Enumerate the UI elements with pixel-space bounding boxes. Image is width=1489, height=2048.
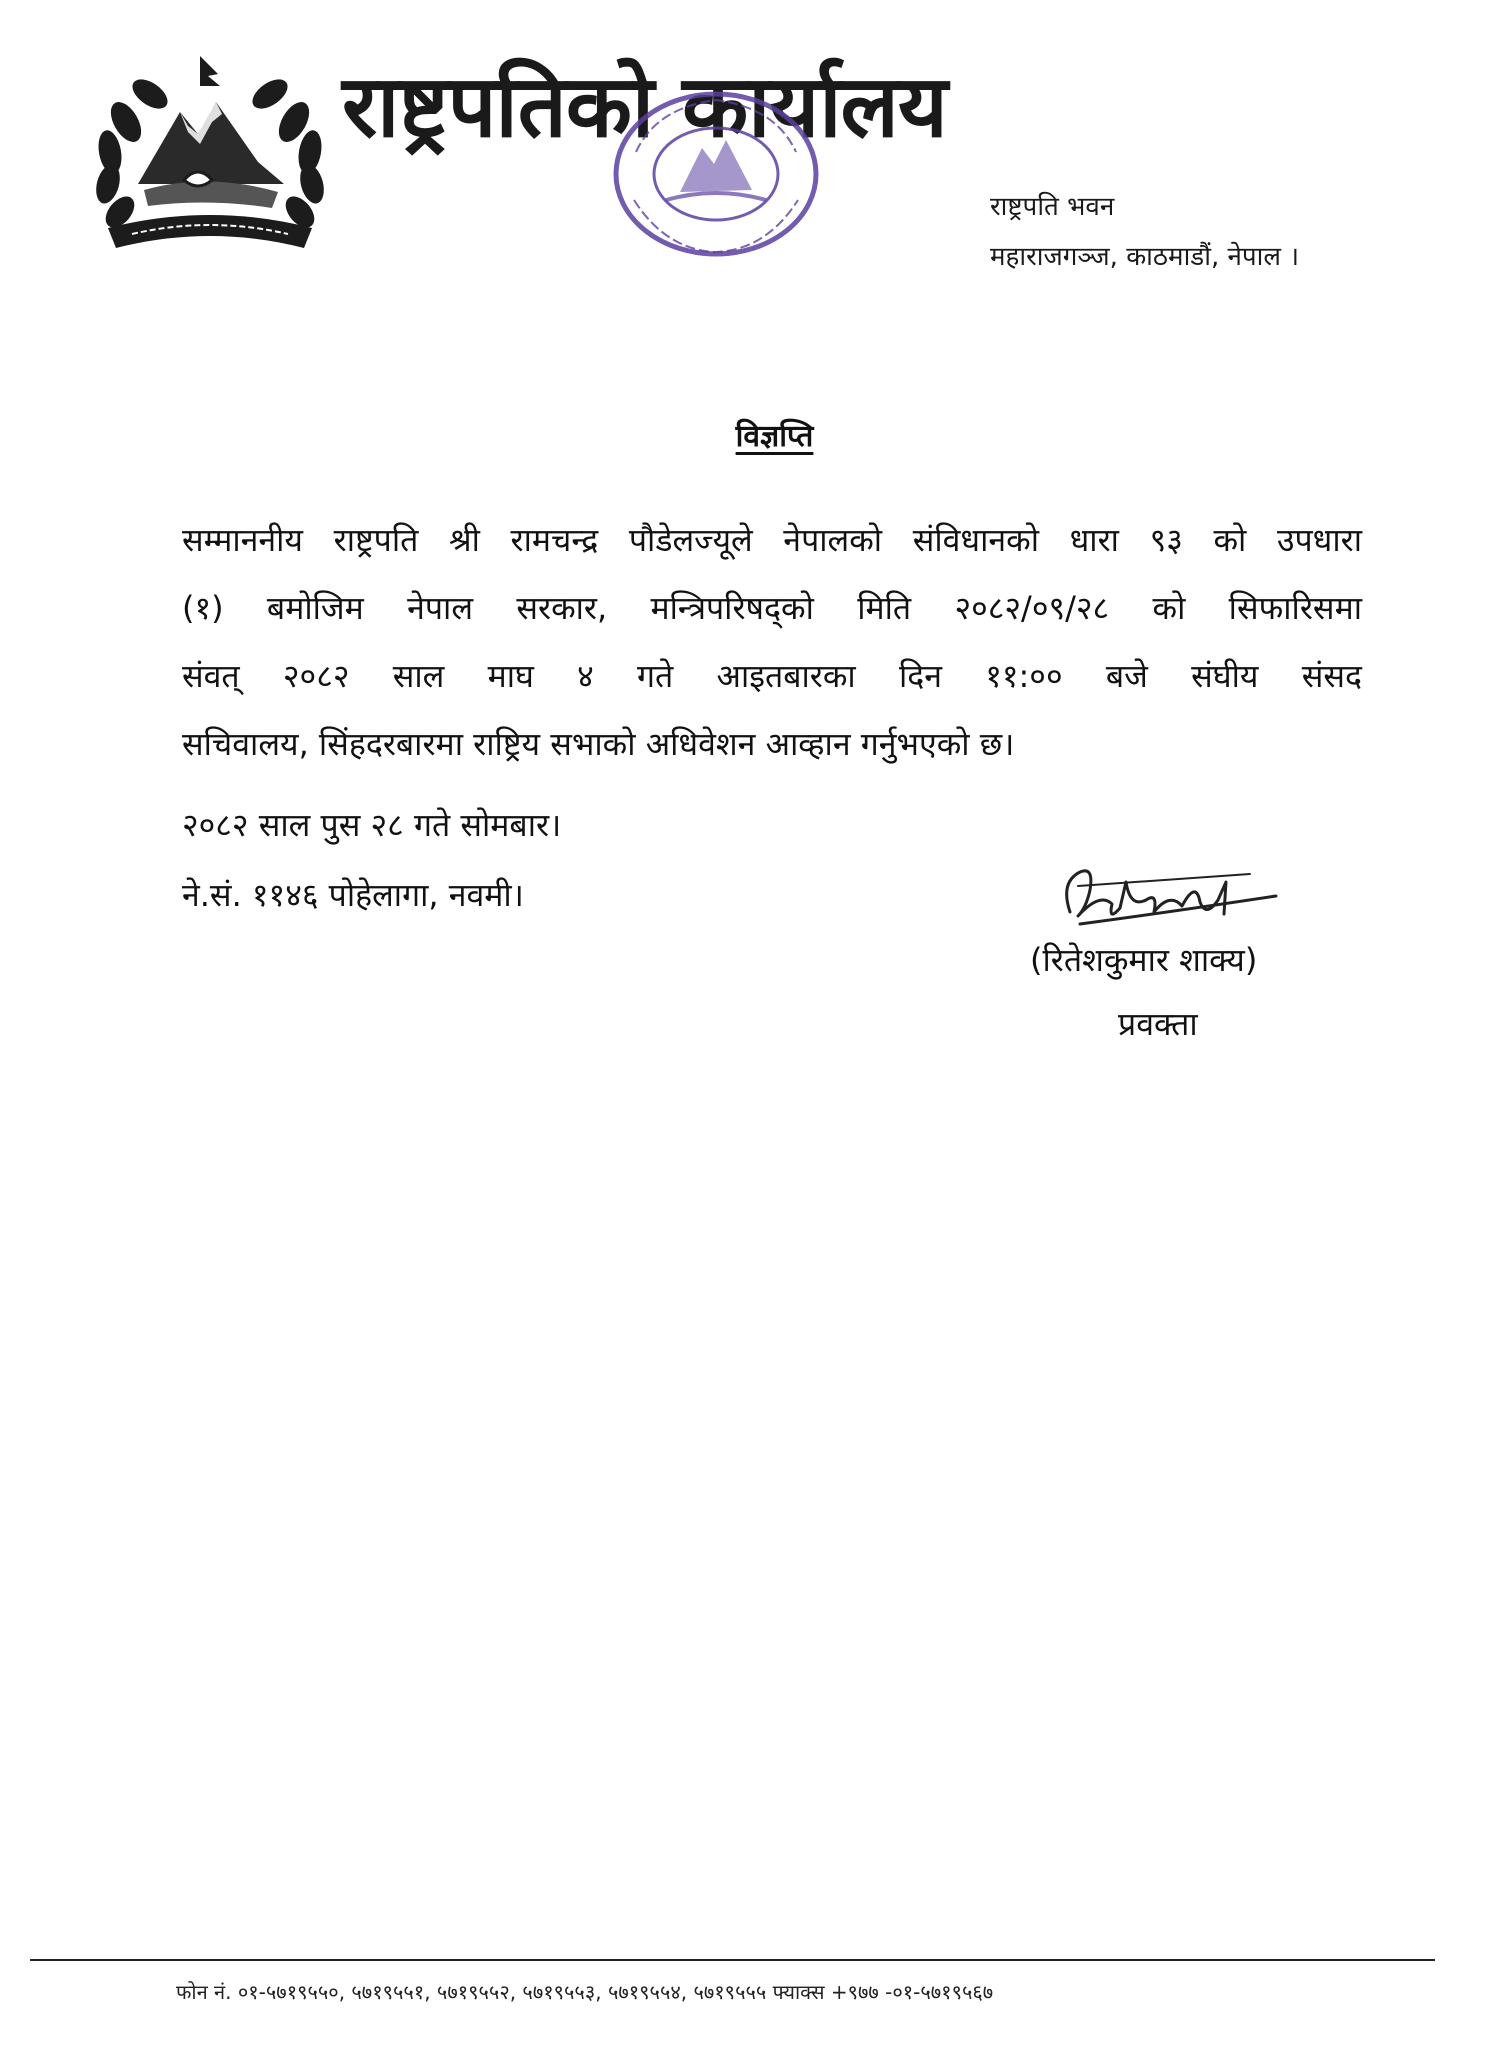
date-nepal-sambat: ने.सं. ११४६ पोहेलागा, नवमी।	[182, 876, 524, 914]
signatory-title: प्रवक्ता	[1118, 1005, 1198, 1043]
notice-line-4: सचिवालय, सिंहदरबारमा राष्ट्रिय सभाको अधिवेशन आव्हान गर्नुभएको छ।	[182, 725, 1015, 763]
date-bikram-sambat: २०८२ साल पुस २८ गते सोमबार।	[182, 806, 562, 844]
signature-icon	[1050, 852, 1290, 942]
notice-line-3: संवत् २०८२ साल माघ ४ गते आइतबारका दिन ११:०० बजे संघीय संसद	[182, 657, 1362, 695]
address-line-1: राष्ट्रपति भवन	[990, 192, 1115, 222]
footer-contact: फोन नं. ०१-५७१९५५०, ५७१९५५१, ५७१९५५२, ५७१९५५३, ५७१९५५४, ५७१९५५५ फ्याक्स +९७७ -०१-५७१९५६७	[176, 1980, 994, 2004]
signatory-name: (रितेशकुमार शाक्य)	[1030, 941, 1258, 979]
official-stamp-icon	[606, 82, 826, 262]
notice-line-1: सम्माननीय राष्ट्रपति श्री रामचन्द्र पौडेलज्यूले नेपालको संविधानको धारा ९३ को उपधारा	[182, 521, 1362, 559]
notice-body	[182, 506, 1362, 778]
footer-divider	[30, 1959, 1435, 1961]
office-address	[990, 182, 1299, 282]
nepal-emblem-icon	[88, 52, 332, 258]
notice-dates	[182, 790, 561, 930]
notice-heading: विज्ञप्ति	[735, 419, 814, 454]
address-line-2: महाराजगञ्ज, काठमाडौं, नेपाल ।	[990, 242, 1300, 272]
office-title: राष्ट्रपतिको कार्यालय	[342, 57, 947, 157]
notice-line-2: (१) बमोजिम नेपाल सरकार, मन्त्रिपरिषद्को मिति २०८२/०९/२८ को सिफारिसमा	[182, 589, 1362, 627]
